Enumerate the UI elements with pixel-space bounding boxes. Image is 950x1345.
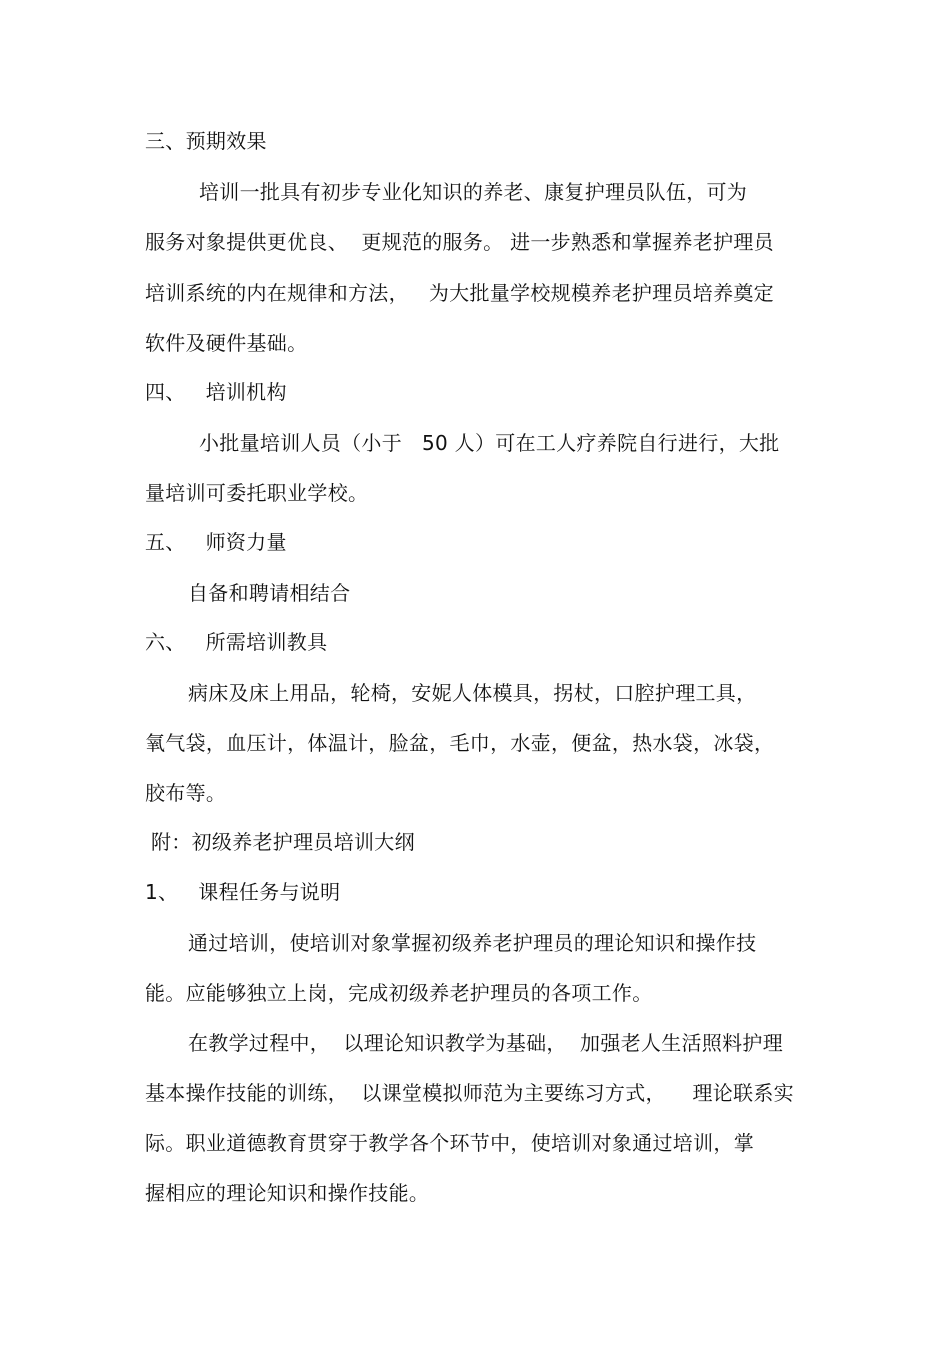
- paragraph-line: 基本操作技能的训练， 以课堂模拟师范为主要练习方式， 理论联系实: [145, 1081, 794, 1105]
- paragraph-line: 通过培训，使培训对象掌握初级养老护理员的理论知识和操作技: [188, 931, 757, 955]
- heading-course-tasks: 1、 课程任务与说明: [145, 880, 341, 904]
- heading-expected-effect: 三、预期效果: [145, 129, 267, 153]
- paragraph-line: 病床及床上用品，轮椅，安妮人体模具，拐杖，口腔护理工具，: [188, 681, 757, 705]
- paragraph-line: 能。应能够独立上岗，完成初级养老护理员的各项工作。: [145, 981, 653, 1005]
- paragraph-line: 胶布等。: [145, 781, 227, 805]
- paragraph-line: 氧气袋，血压计，体温计，脸盆，毛巾，水壶，便盆，热水袋，冰袋，: [145, 731, 775, 755]
- paragraph-line: 自备和聘请相结合: [188, 581, 351, 605]
- paragraph-line: 服务对象提供更优良、 更规范的服务。 进一步熟悉和掌握养老护理员: [145, 230, 774, 254]
- paragraph-line: 软件及硬件基础。: [145, 331, 308, 355]
- appendix-title: 附：初级养老护理员培训大纲: [151, 830, 415, 854]
- heading-teaching-staff: 五、 师资力量: [145, 530, 287, 554]
- paragraph-line: 量培训可委托职业学校。: [145, 481, 369, 505]
- paragraph-line: 培训系统的内在规律和方法， 为大批量学校规模养老护理员培养奠定: [145, 281, 774, 305]
- heading-training-equipment: 六、 所需培训教具: [145, 630, 328, 654]
- paragraph-line: 握相应的理论知识和操作技能。: [145, 1181, 430, 1205]
- paragraph-line: 际。职业道德教育贯穿于教学各个环节中，使培训对象通过培训，掌: [145, 1131, 754, 1155]
- paragraph-line: 培训一批具有初步专业化知识的养老、康复护理员队伍，可为: [199, 180, 748, 204]
- paragraph-line: 小批量培训人员（小于 50 人）可在工人疗养院自行进行，大批: [199, 431, 780, 455]
- paragraph-line: 在教学过程中， 以理论知识教学为基础， 加强老人生活照料护理: [188, 1031, 784, 1055]
- heading-training-institution: 四、 培训机构: [145, 380, 287, 404]
